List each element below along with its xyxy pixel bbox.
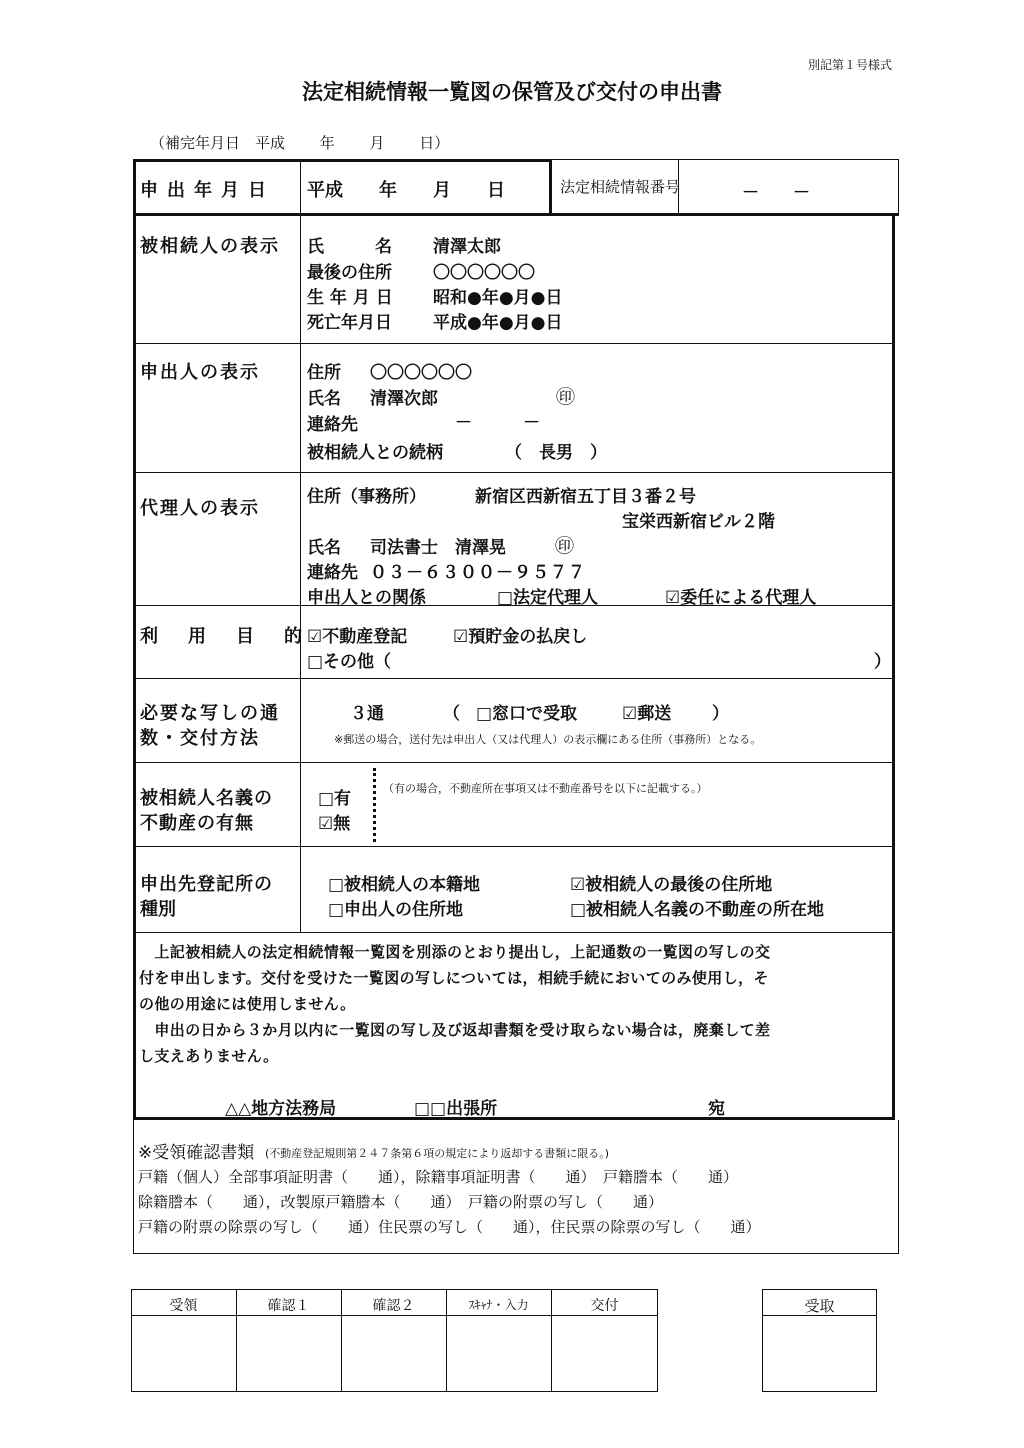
declaration-line1: 上記被相続人の法定相続情報一覧図を別添のとおり提出し，上記通数の一覧図の写しの交 <box>139 943 771 961</box>
applicant-label: 申出人の表示 <box>140 362 260 383</box>
real-estate-label-line1: 被相続人名義の <box>140 788 273 809</box>
agent-name[interactable]: 司法書士 清澤晃 <box>370 538 506 558</box>
receipt-docs-line2: 除籍謄本（ 通），改製原戸籍謄本（ 通） 戸籍の附票の写し（ 通） <box>138 1193 664 1211</box>
info-number-value[interactable]: － － <box>742 183 810 203</box>
decedent-address[interactable]: 〇〇〇〇〇〇 <box>433 263 535 283</box>
form-number: 別記第１号様式 <box>808 58 893 72</box>
addressee-bureau[interactable]: △△地方法務局 <box>225 1099 337 1119</box>
agent-contact[interactable]: ０３－６３００－９５７７ <box>370 563 586 583</box>
registry-applicant-address-checkbox[interactable]: □申出人の住所地 <box>328 900 464 920</box>
agent-name-label: 氏名 <box>307 538 341 558</box>
receipt-docs-line1: 戸籍（個人）全部事項証明書（ 通），除籍事項証明書（ 通） 戸籍謄本（ 通） <box>138 1168 739 1186</box>
office-header-scanner: ｽｷｬﾅ・入力 <box>468 1298 529 1312</box>
copies-open-paren: （ <box>443 704 460 724</box>
applicant-contact[interactable]: － － <box>455 413 540 433</box>
receipt-docs-title: ※受領確認書類 <box>138 1143 255 1163</box>
real-estate-no-checkbox[interactable]: ☑無 <box>318 814 351 834</box>
copies-mail-checkbox[interactable]: ☑郵送 <box>622 704 672 724</box>
agent-relation-label: 申出人との関係 <box>307 588 426 608</box>
applicant-seal-icon: ㊞ <box>556 386 576 408</box>
application-date-value[interactable]: 平成 年 月 日 <box>307 180 505 201</box>
copies-counter-checkbox[interactable]: □窓口で受取 <box>476 704 578 724</box>
applicant-name-label: 氏名 <box>307 389 341 409</box>
purpose-other-close: ） <box>874 652 891 672</box>
real-estate-note: （有の場合，不動産所在事項又は不動産番号を以下に記載する。） <box>383 782 708 795</box>
copies-label-line1: 必要な写しの通 <box>140 703 280 724</box>
agent-address-label: 住所（事務所） <box>307 487 426 507</box>
agent-seal-icon: ㊞ <box>555 535 575 557</box>
declaration-line2: 付を申出します。交付を受けた一覧図の写しについては，相続手続においてのみ使用し，そ <box>139 969 769 987</box>
decedent-death-label: 死亡年月日 <box>307 313 392 333</box>
office-header-check1: 確認１ <box>267 1298 310 1314</box>
copies-mail-note: ※郵送の場合，送付先は申出人（又は代理人）の表示欄にある住所（事務所）となる。 <box>334 733 762 746</box>
decedent-birth-label: 生 年 月 日 <box>307 288 393 308</box>
purpose-label: 利用目的 <box>140 626 332 647</box>
purpose-other-checkbox[interactable]: □その他（ <box>307 652 392 672</box>
copies-close-paren: ） <box>712 704 729 724</box>
agent-label: 代理人の表示 <box>140 498 260 519</box>
office-header-check2: 確認２ <box>372 1298 415 1314</box>
application-date-label: 申出年月日 <box>140 180 275 201</box>
declaration-line4: 申出の日から３か月以内に一覧図の写し及び返却書類を受け取らない場合は，廃棄して差 <box>139 1021 771 1039</box>
applicant-name[interactable]: 清澤次郎 <box>370 389 438 409</box>
declaration-line3: の他の用途には使用しません。 <box>139 995 356 1013</box>
registry-type-label-line2: 種別 <box>140 899 176 920</box>
decedent-label: 被相続人の表示 <box>140 236 280 257</box>
addressee-branch[interactable]: □□出張所 <box>414 1099 498 1119</box>
copies-label-line2: 数・交付方法 <box>140 728 260 749</box>
agent-address-line2[interactable]: 宝栄西新宿ビル２階 <box>622 512 775 532</box>
office-header-received: 受領 <box>169 1298 198 1314</box>
decedent-birth[interactable]: 昭和●年●月●日 <box>433 288 563 308</box>
registry-type-label-line1: 申出先登記所の <box>140 874 273 895</box>
office-header-issue: 交付 <box>590 1298 619 1314</box>
registry-last-address-checkbox[interactable]: ☑被相続人の最後の住所地 <box>570 875 773 895</box>
applicant-relation[interactable]: （ 長男 ） <box>505 443 607 463</box>
declaration-line5: し支えありません。 <box>139 1047 279 1065</box>
decedent-death[interactable]: 平成●年●月●日 <box>433 313 563 333</box>
receipt-docs-title-note: (不動産登記規則第２４７条第６項の規定により返却する書類に限る。) <box>265 1147 610 1160</box>
real-estate-divider <box>373 768 376 842</box>
real-estate-label-line2: 不動産の有無 <box>140 813 254 834</box>
purpose-deposit-checkbox[interactable]: ☑預貯金の払戻し <box>453 627 588 647</box>
agent-address-line1[interactable]: 新宿区西新宿五丁目３番２号 <box>475 487 696 507</box>
applicant-address-label: 住所 <box>307 363 341 383</box>
real-estate-yes-checkbox[interactable]: □有 <box>318 789 352 809</box>
applicant-relation-label: 被相続人との続柄 <box>307 443 443 463</box>
receipt-header: 受取 <box>804 1297 835 1315</box>
decedent-name-label: 氏 名 <box>307 237 392 257</box>
receipt-docs-line3: 戸籍の附票の除票の写し（ 通）住民票の写し（ 通），住民票の除票の写し（ 通） <box>138 1218 761 1236</box>
decedent-address-label: 最後の住所 <box>307 263 392 283</box>
copies-count[interactable]: ３通 <box>350 704 384 724</box>
info-number-label: 法定相続情報番号 <box>560 178 681 196</box>
agent-relation-legal-checkbox[interactable]: □法定代理人 <box>497 588 599 608</box>
supplement-date: （補完年月日 平成 年 月 日） <box>150 134 450 152</box>
registry-property-location-checkbox[interactable]: □被相続人名義の不動産の所在地 <box>570 900 825 920</box>
applicant-address[interactable]: 〇〇〇〇〇〇 <box>370 363 472 383</box>
registry-domicile-checkbox[interactable]: □被相続人の本籍地 <box>328 875 481 895</box>
applicant-contact-label: 連絡先 <box>307 415 358 435</box>
agent-relation-delegated-checkbox[interactable]: ☑委任による代理人 <box>665 588 817 608</box>
addressee-to: 宛 <box>708 1099 725 1119</box>
page-title: 法定相続情報一覧図の保管及び交付の申出書 <box>302 80 722 104</box>
agent-contact-label: 連絡先 <box>307 563 358 583</box>
purpose-real-estate-checkbox[interactable]: ☑不動産登記 <box>307 627 408 647</box>
decedent-name[interactable]: 清澤太郎 <box>433 237 501 257</box>
